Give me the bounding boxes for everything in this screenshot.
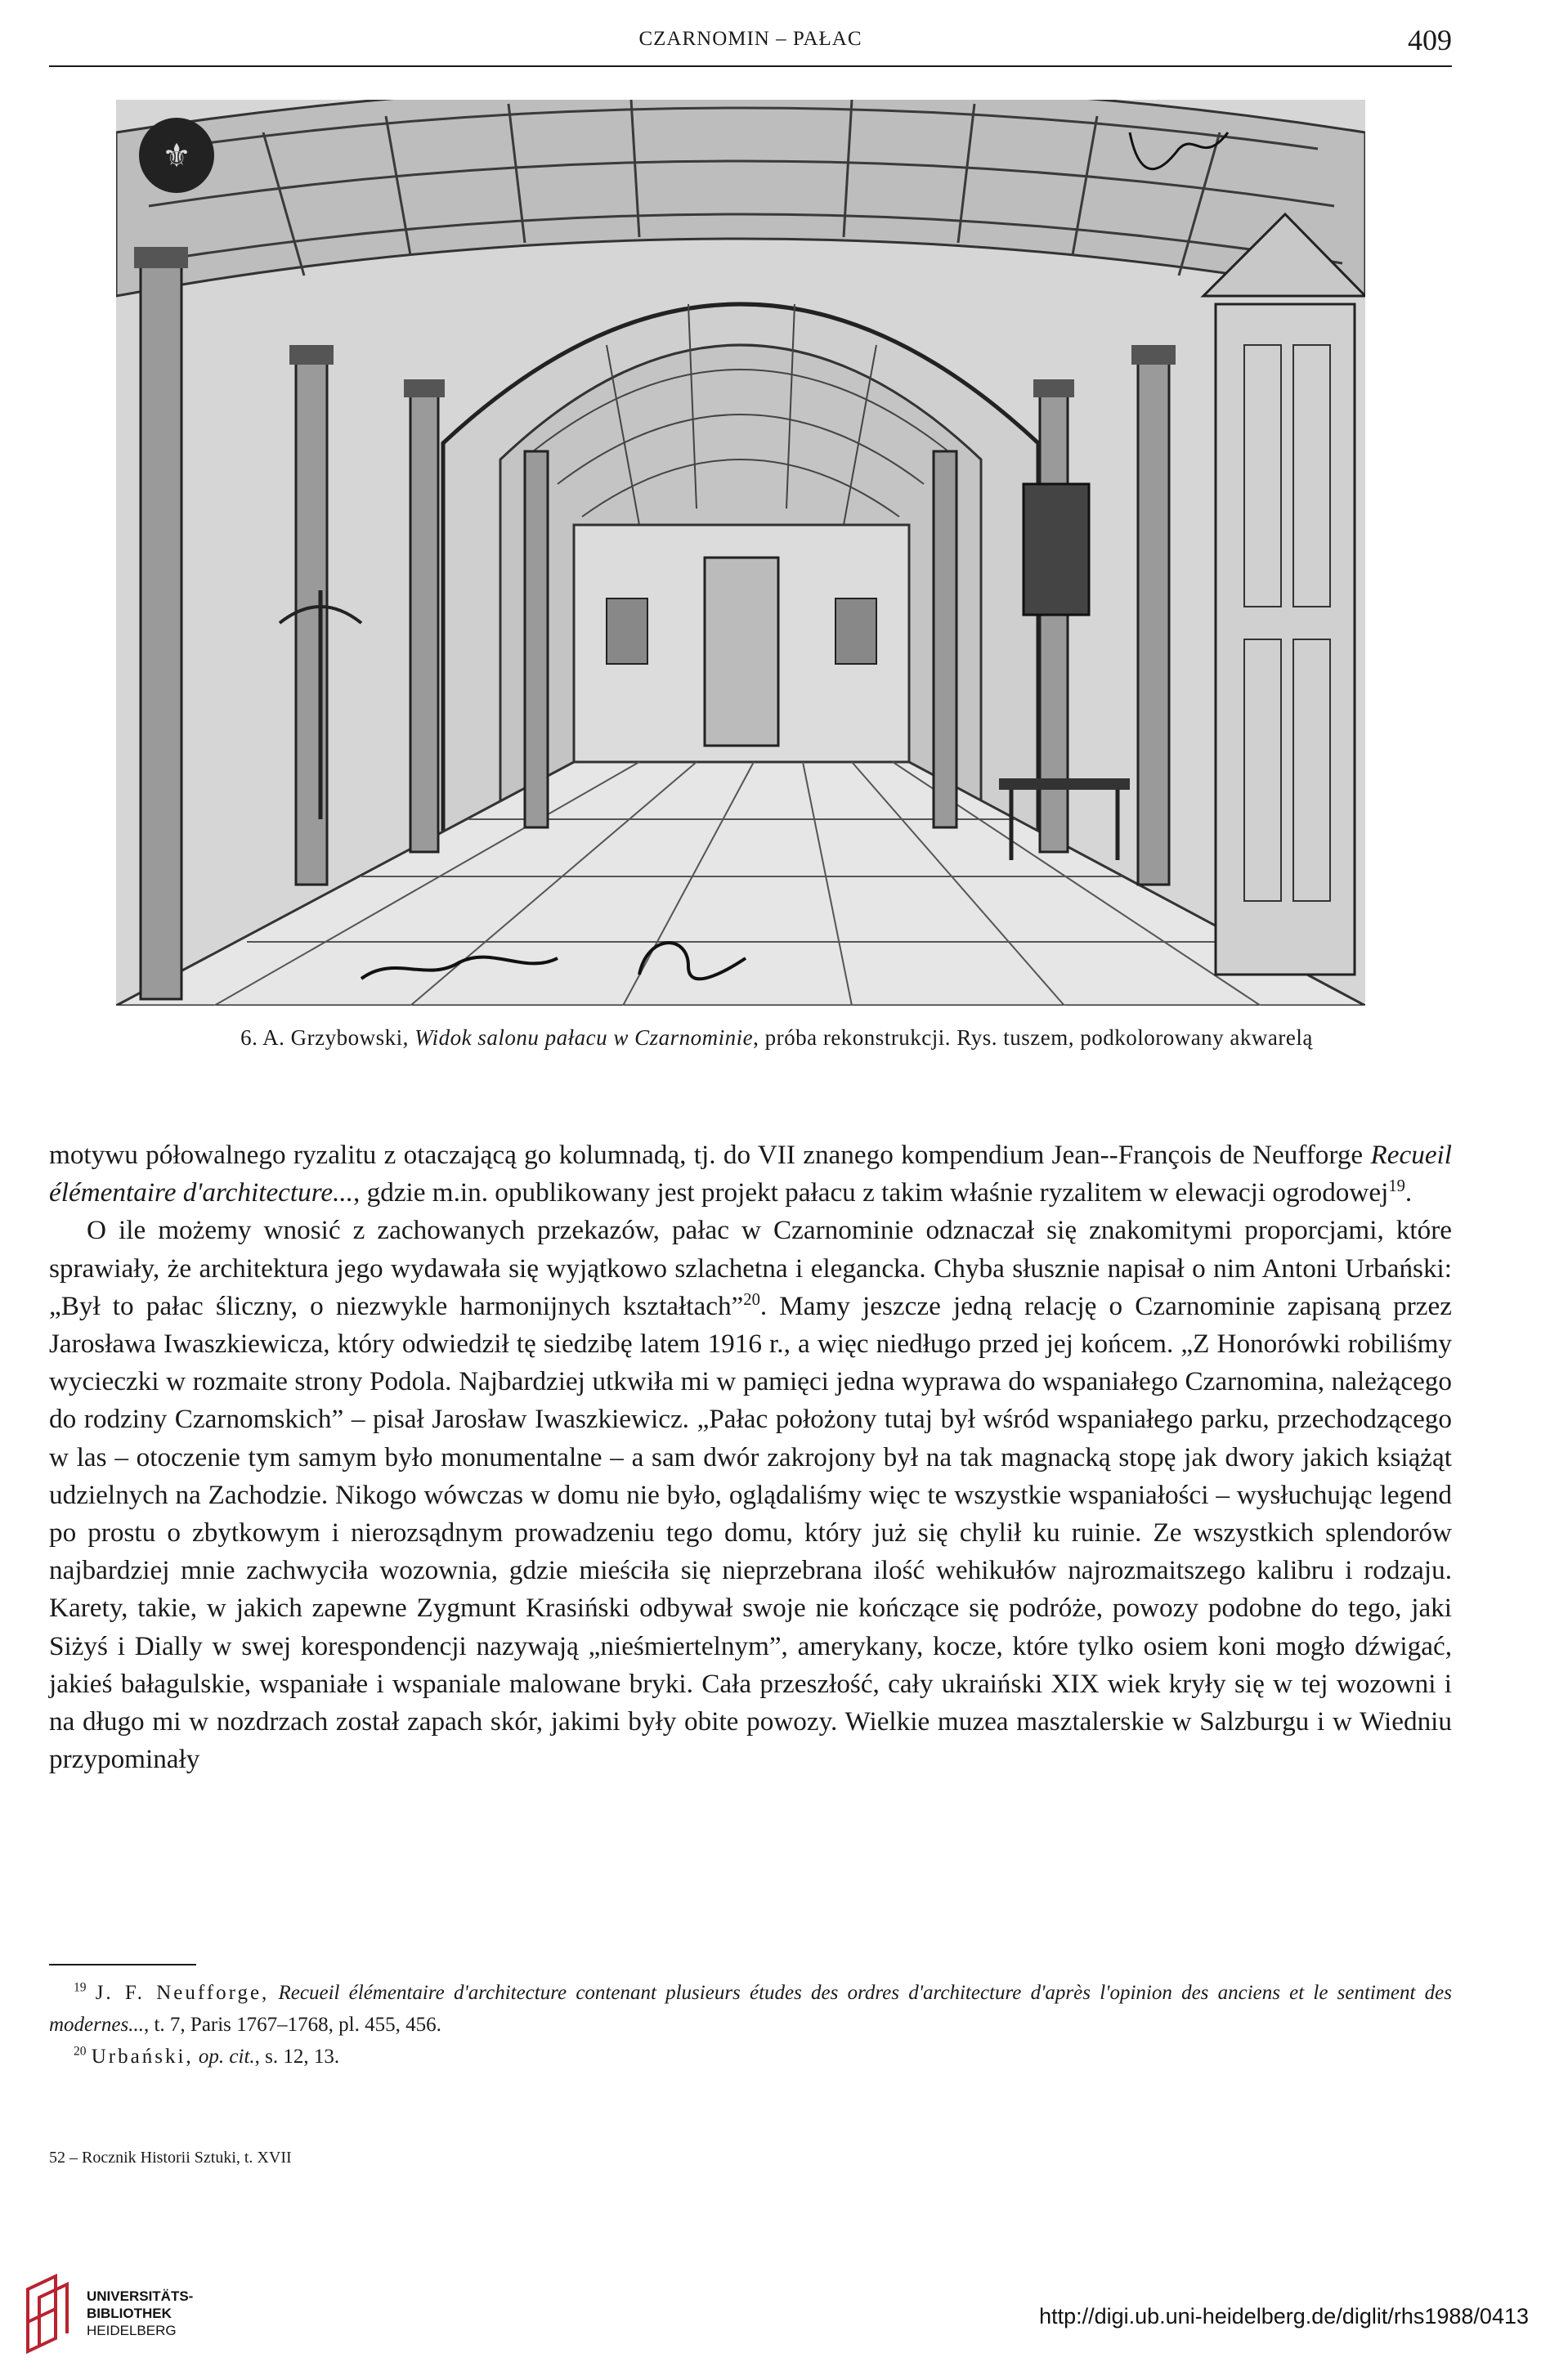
library-stamp-icon: ⚜ xyxy=(139,118,214,193)
footnote-20 xyxy=(49,2041,1452,2073)
permalink-url[interactable]: http://digi.ub.uni-heidelberg.de/diglit/rhs1988/0413 xyxy=(1039,2304,1529,2328)
footnote-19-rest: , t. 7, Paris 1767–1768, pl. 455, 456. xyxy=(143,2014,441,2036)
p1-text-a: motywu półowalnego ryzalitu z otaczającą go kolumnadą, tj. do VII znanego kompendium Jean--François de Neufforge xyxy=(49,1140,1371,1170)
running-title: CZARNOMIN – PAŁAC xyxy=(638,28,862,50)
library-name-line2: BIBLIOTHEK xyxy=(87,2306,172,2321)
footnote-ref-19: 19 xyxy=(1388,1177,1405,1196)
footnote-rule xyxy=(49,1964,196,1965)
page-number: 409 xyxy=(1408,24,1452,56)
university-library-logo-icon xyxy=(23,2273,75,2355)
footnote-number-20: 20 xyxy=(74,2044,87,2059)
footnotes xyxy=(49,1977,1452,2073)
footnote-20-rest: , s. 12, 13. xyxy=(254,2046,340,2068)
footnote-19-title: Recueil élémentaire d'architecture contenant plusieurs études des ordres d'architecture d'après l'opinion des anciens et le sentiment des modernes... xyxy=(49,1982,1453,2036)
p2-text-b: . Mamy jeszcze jedną relację o Czarnominie zapisaną przez Jarosława Iwaszkiewicza, który odwiedził tę siedzibę latem 1916 r., a więc niedługo przed jej końcem. „Z Honorówki robiliśmy wycieczki w rozmaite strony Podola. Najbardziej utkwiła mi w pamięci jedna wyprawa do wspaniałego Czarnomina, należącego do rodziny Czarnomskich” – pisał Jarosław Iwaszkiewicz. „Pałac położony tutaj był wśród wspaniałego parku, przechodzącego w las – otoczenie tym samym było monumentalne – a sam dwór zakrojony był na tak magnacką stopę jak dwory jakich książąt udzielnych na Zachodzie. Nikogo wówczas w domu nie było, oglądaliśmy więc te wszystkie wspaniałości – wysłuchując legend po prostu o zbytkowym i nierozsądnym prowadzeniu tego domu, który już się chylił ku ruinie. Ze wszystkich splendorów najbardziej mnie zachwyciła wozownia, gdzie mieściła się nieprzebrana ilość wehikułów najrozmaitszego kalibru i rodzaju. Karety, takie, w jakich zapewne Zygmunt Krasiński odbywał swoje nie kończące się podróże, powozy podobne do tego, jaki Siżyś i Dially w swej korespondencji nazywają „nieśmiertelnym”, amerykany, kocze, które tylko osiem koni mogło dźwigać, jakieś bałagulskie, wspaniałe i wspaniale malowane bryki. Cała przeszłość, cały ukraiński XIX wiek kryły się w tej wozowni i na długo mi w nozdrzach został zapach skór, jakimi były obite powozy. Wielkie muzea masztalerskie w Salzburgu i w Wiedniu przypominały xyxy=(49,1290,1452,1775)
salon-drawing-figure xyxy=(116,100,1365,1006)
footnote-ref-20: 20 xyxy=(743,1290,760,1309)
footnote-20-author: Urbański, xyxy=(91,2046,194,2068)
running-head xyxy=(49,21,1452,67)
caption-prefix: 6. A. Grzybowski, xyxy=(240,1025,415,1050)
figure-caption xyxy=(147,1022,1406,1053)
footnote-number-19: 19 xyxy=(74,1980,87,1995)
library-name xyxy=(87,2288,193,2339)
p1-text-c: . xyxy=(1404,1177,1413,1208)
library-name-line3: HEIDELBERG xyxy=(87,2323,177,2338)
footnote-20-title: op. cit. xyxy=(198,2046,255,2068)
p2-text-a: O ile możemy wnosić z zachowanych przekazów, pałac w Czarnominie odznaczał się znakomitymi proporcjami, które sprawiały, że architektura jego wydawała się wyjątkowo szlachetna i elegancka. Chyba słusznie napisał o nim Antoni Urbański: „Był to pałac śliczny, o niezwykle harmonijnych kształtach” xyxy=(49,1215,1452,1321)
paragraph-2 xyxy=(49,1212,1452,1778)
caption-title: Widok salonu pałacu w Czarnominie xyxy=(414,1025,754,1050)
caption-suffix: , próba rekonstrukcji. Rys. tuszem, podkolorowany akwarelą xyxy=(753,1025,1313,1050)
body-text xyxy=(49,1136,1452,1778)
library-branding xyxy=(23,2273,235,2355)
footnote-19 xyxy=(49,1977,1452,2041)
p1-text-b: , gdzie m.in. opublikowany jest projekt pałacu z takim właśnie ryzalitem w elewacji ogrodowej xyxy=(353,1177,1389,1208)
library-name-line1: UNIVERSITÄTS- xyxy=(87,2288,194,2304)
salon-drawing-illustration xyxy=(116,100,1365,1006)
p1-book-title: Recueil élémentaire d'architecture... xyxy=(49,1140,1452,1208)
footnote-19-author: J. F. Neufforge, xyxy=(95,1982,270,2004)
paragraph-1 xyxy=(49,1136,1452,1212)
printer-signature: 52 – Rocznik Historii Sztuki, t. XVII xyxy=(49,2149,292,2167)
